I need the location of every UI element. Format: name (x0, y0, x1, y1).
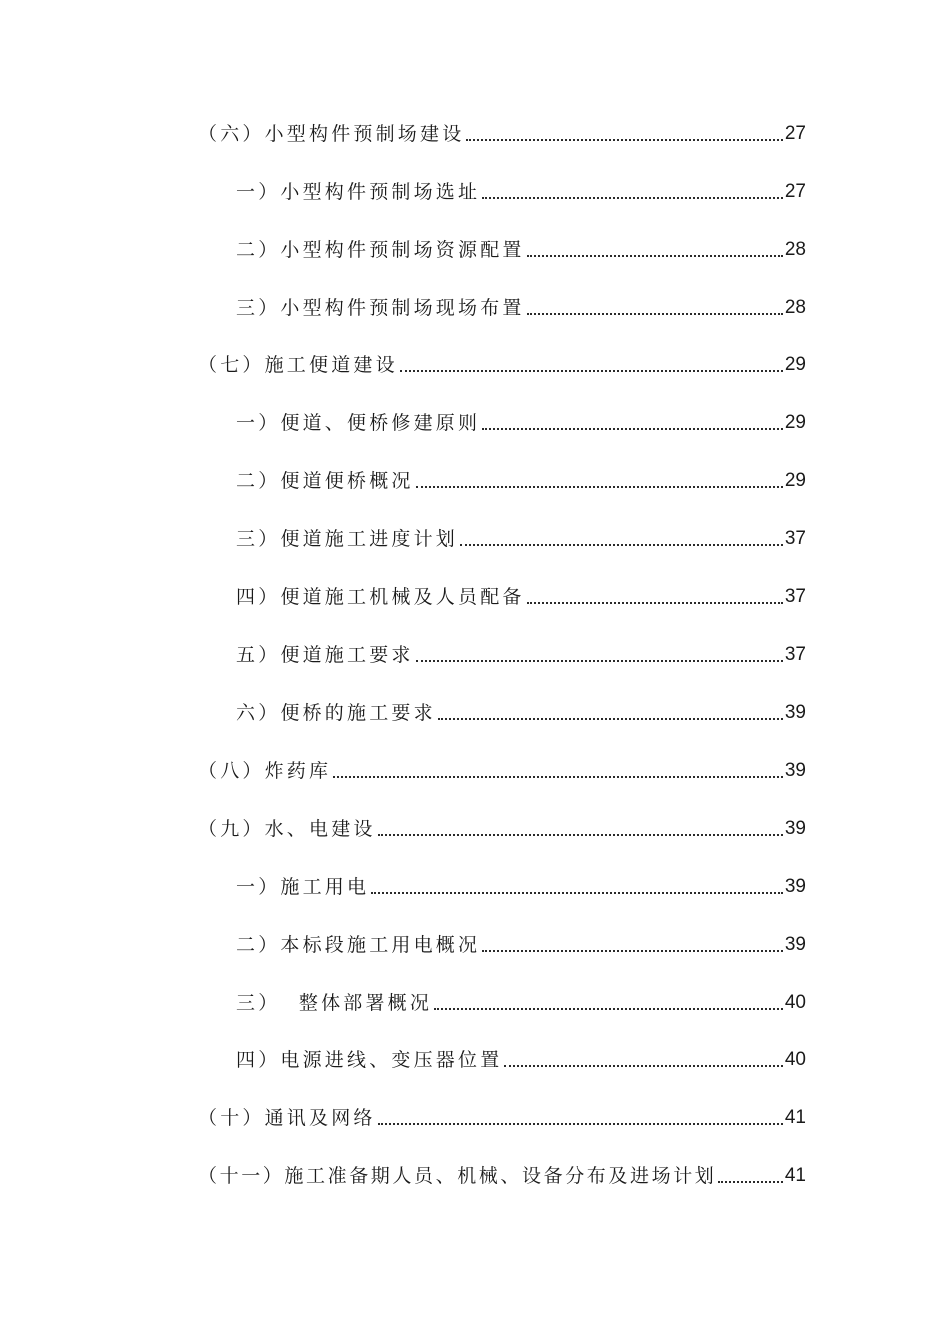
toc-entry[interactable] (236, 579, 806, 609)
toc-entry[interactable] (198, 1158, 806, 1188)
toc-page-number: 39 (784, 818, 806, 839)
toc-entry[interactable] (236, 695, 806, 725)
toc-page-number: 29 (784, 412, 806, 433)
toc-entry[interactable] (236, 232, 806, 262)
toc-entry-title: 三） 整体部署概况 (236, 992, 433, 1014)
toc-page-number: 37 (784, 528, 806, 549)
toc-page-number: 27 (784, 123, 806, 144)
toc-entry[interactable] (236, 637, 806, 667)
toc-entry[interactable] (236, 927, 806, 957)
toc-entry-title: 二）便道便桥概况 (236, 470, 414, 492)
toc-page-number: 28 (784, 239, 806, 260)
toc-entry-title: 六）便桥的施工要求 (236, 702, 436, 724)
toc-dot-leader (718, 1181, 782, 1183)
toc-entry-title: （十一）施工准备期人员、机械、设备分布及进场计划 (198, 1165, 717, 1187)
toc-entry-title: 四）便道施工机械及人员配备 (236, 586, 525, 608)
toc-page-number: 27 (784, 181, 806, 202)
toc-entry-title: 三）小型构件预制场现场布置 (236, 297, 525, 319)
toc-dot-leader (378, 834, 783, 836)
toc-entry-title: 二）小型构件预制场资源配置 (236, 239, 525, 261)
toc-entry[interactable] (198, 811, 806, 841)
toc-entry[interactable] (236, 869, 806, 899)
toc-entry[interactable] (198, 116, 806, 146)
toc-dot-leader (416, 660, 783, 662)
toc-entry-title: 三）便道施工进度计划 (236, 528, 459, 550)
toc-dot-leader (371, 892, 783, 894)
toc-page-number: 28 (784, 297, 806, 318)
toc-entry-title: （六）小型构件预制场建设 (198, 123, 465, 145)
toc-entry[interactable] (236, 405, 806, 435)
toc-entry[interactable] (236, 463, 806, 493)
toc-dot-leader (466, 139, 782, 141)
toc-entry-title: （八）炸药库 (198, 760, 332, 782)
toc-dot-leader (527, 602, 783, 604)
toc-page-number: 39 (784, 760, 806, 781)
toc-dot-leader (504, 1065, 782, 1067)
toc-page-number: 37 (784, 644, 806, 665)
toc-entry-title: 二）本标段施工用电概况 (236, 934, 481, 956)
toc-page-number: 39 (784, 702, 806, 723)
toc-dot-leader (416, 486, 783, 488)
toc-dot-leader (482, 197, 783, 199)
toc-entry[interactable] (198, 753, 806, 783)
toc-page-number: 29 (784, 470, 806, 491)
toc-dot-leader (378, 1123, 783, 1125)
toc-page-number: 41 (784, 1165, 806, 1186)
toc-dot-leader (460, 544, 783, 546)
toc-page-number: 41 (784, 1107, 806, 1128)
toc-dot-leader (482, 950, 783, 952)
toc-page-number: 39 (784, 934, 806, 955)
toc-entry[interactable] (198, 347, 806, 377)
toc-dot-leader (527, 313, 783, 315)
toc-page-number: 40 (784, 992, 806, 1013)
toc-dot-leader (438, 718, 783, 720)
toc-dot-leader (434, 1008, 783, 1010)
toc-entry[interactable] (236, 985, 806, 1015)
toc-entry-title: 一）便道、便桥修建原则 (236, 412, 481, 434)
toc-entry-title: （七）施工便道建设 (198, 354, 398, 376)
toc-dot-leader (400, 370, 783, 372)
toc-entry-title: （九）水、电建设 (198, 818, 376, 840)
toc-page-number: 39 (784, 876, 806, 897)
toc-entry[interactable] (236, 290, 806, 320)
toc-page-number: 29 (784, 354, 806, 375)
toc-entry-title: （十）通讯及网络 (198, 1107, 376, 1129)
toc-dot-leader (333, 776, 783, 778)
toc-dot-leader (527, 255, 783, 257)
toc-entry-title: 五）便道施工要求 (236, 644, 414, 666)
toc-entry-title: 一）施工用电 (236, 876, 370, 898)
toc-entry[interactable] (236, 521, 806, 551)
toc-page-number: 40 (784, 1049, 806, 1070)
toc-entry-title: 一）小型构件预制场选址 (236, 181, 481, 203)
toc-entry[interactable] (198, 1100, 806, 1130)
toc-page-number: 37 (784, 586, 806, 607)
toc-dot-leader (482, 428, 783, 430)
toc-entry[interactable] (236, 1042, 806, 1072)
toc-entry-title: 四）电源进线、变压器位置 (236, 1049, 503, 1071)
toc-entry[interactable] (236, 174, 806, 204)
